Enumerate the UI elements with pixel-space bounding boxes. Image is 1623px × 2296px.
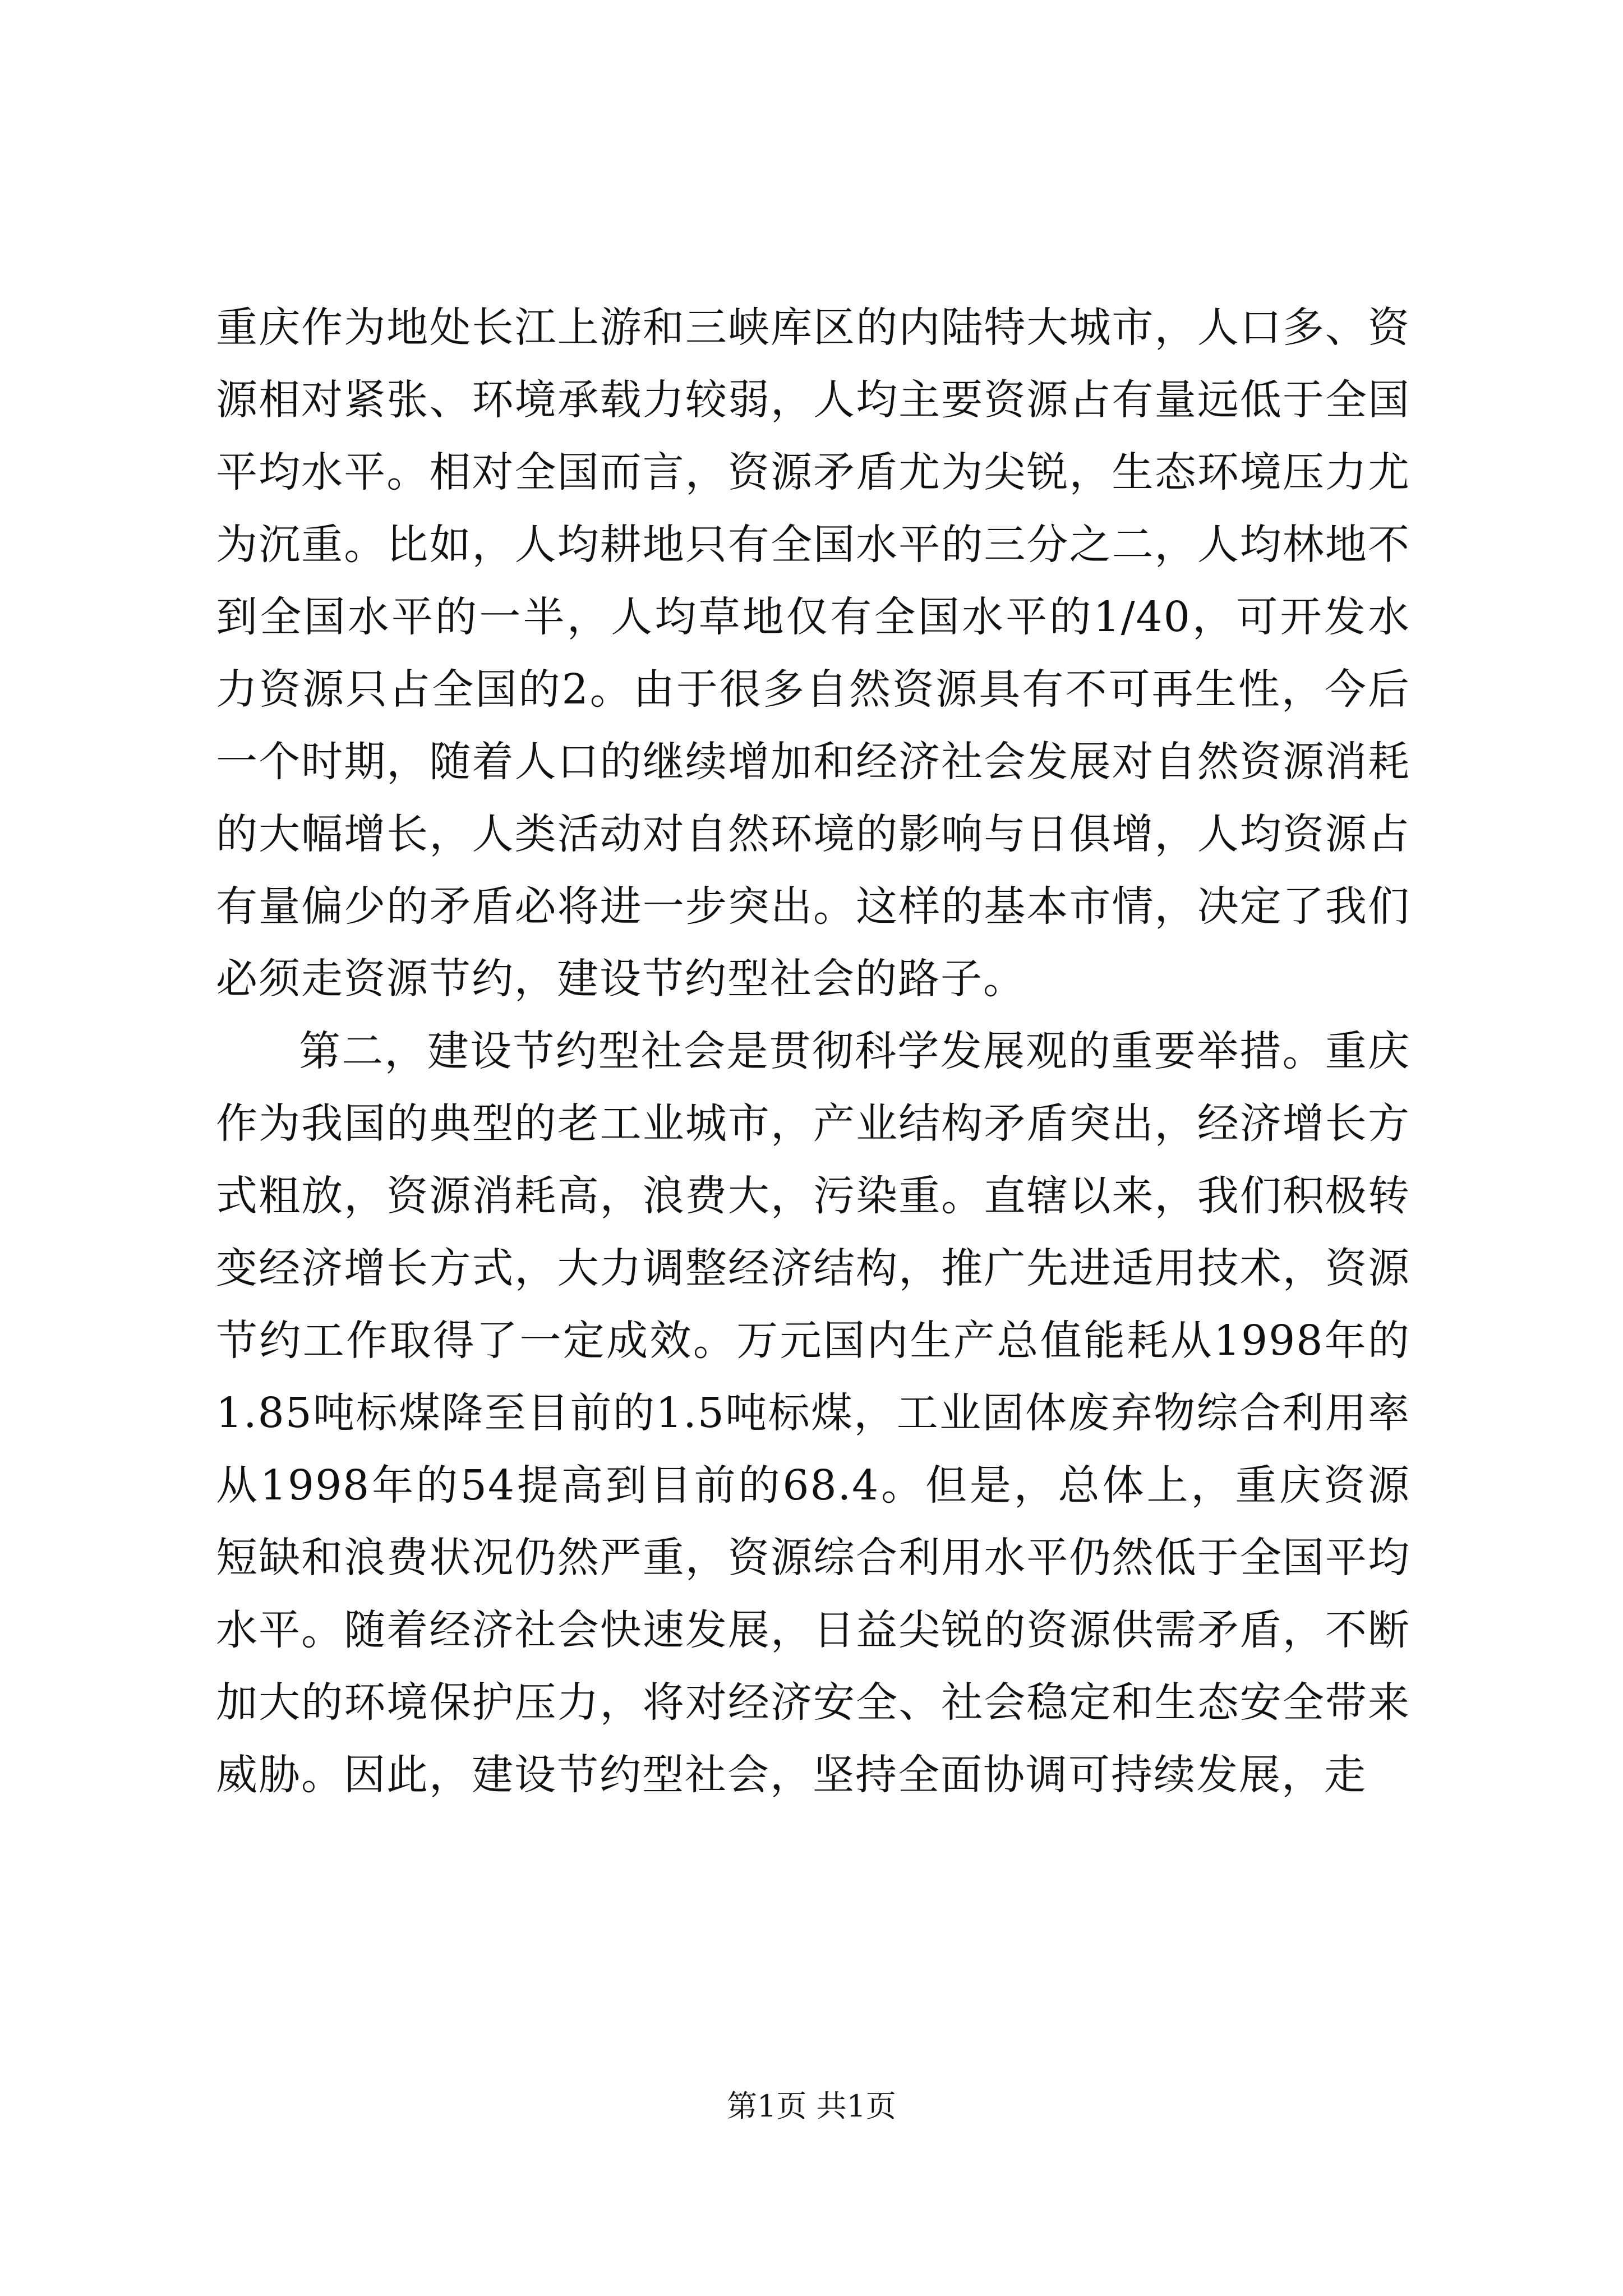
document-body	[216, 292, 1410, 1811]
paragraph-2: 第二，建设节约型社会是贯彻科学发展观的重要举措。重庆作为我国的典型的老工业城市，产业结构矛盾突出，经济增长方式粗放，资源消耗高，浪费大，污染重。直辖以来，我们积极转变经济增长方式，大力调整经济结构，推广先进适用技术，资源节约工作取得了一定成效。万元国内生产总值能耗从1998年的1.85吨标煤降至目前的1.5吨标煤，工业固体废弃物综合利用率从1998年的54提高到目前的68.4。但是，总体上，重庆资源短缺和浪费状况仍然严重，资源综合利用水平仍然低于全国平均水平。随着经济社会快速发展，日益尖锐的资源供需矛盾，不断加大的环境保护压力，将对经济安全、社会稳定和生态安全带来威胁。因此，建设节约型社会，坚持全面协调可持续发展，走	[216, 1027, 1410, 1799]
paragraph-1: 重庆作为地处长江上游和三峡库区的内陆特大城市，人口多、资源相对紧张、环境承载力较弱，人均主要资源占有量远低于全国平均水平。相对全国而言，资源矛盾尤为尖锐，生态环境压力尤为沉重。比如，人均耕地只有全国水平的三分之二，人均林地不到全国水平的一半，人均草地仅有全国水平的1/40，可开发水力资源只占全国的2。由于很多自然资源具有不可再生性，今后一个时期，随着人口的继续增加和经济社会发展对自然资源消耗的大幅增长，人类活动对自然环境的影响与日俱增，人均资源占有量偏少的矛盾必将进一步突出。这样的基本市情，决定了我们必须走资源节约，建设节约型社会的路子。	[216, 303, 1410, 1003]
page-footer: 第1页 共1页	[727, 2088, 896, 2124]
